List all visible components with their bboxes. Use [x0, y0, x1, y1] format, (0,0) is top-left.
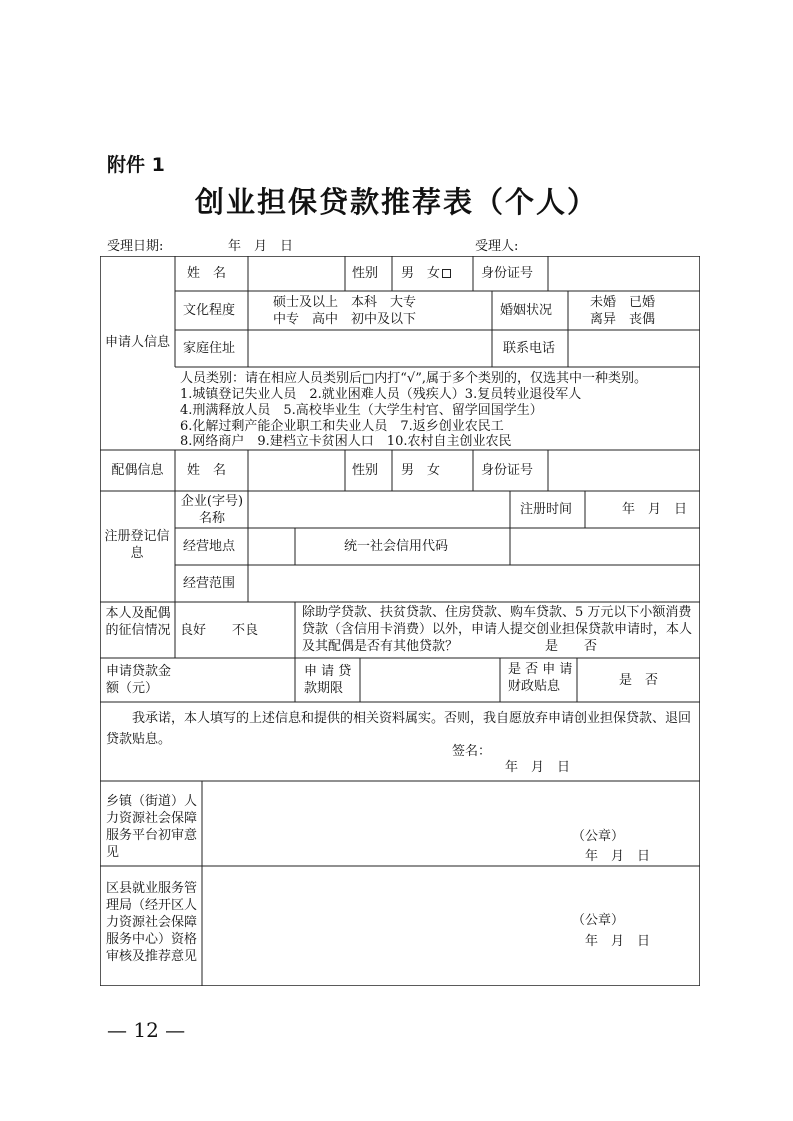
- application-form-table: [100, 256, 700, 986]
- category-line-3[interactable]: 4.刑满释放人员 5.高校毕业生（大学生村官、留学回国学生）: [180, 403, 543, 418]
- education-options-line2[interactable]: 中专 高中 初中及以下: [273, 312, 417, 327]
- spouse-name-label: 姓 名: [187, 463, 227, 478]
- subsidy-options[interactable]: 是 否: [618, 673, 658, 688]
- annex-label: 附件 1: [107, 154, 165, 176]
- company-name-label: 企业(字号)名称: [180, 494, 244, 526]
- page-number: — 12 —: [107, 1018, 186, 1042]
- pledge-text: 我承诺，本人填写的上述信息和提供的相关资料属实。否则，我自愿放弃申请创业担保贷款、退回贷款贴息。: [106, 711, 692, 747]
- applicant-gender-options[interactable]: [401, 265, 451, 282]
- reg-time-label: 注册时间: [520, 502, 573, 517]
- credit-code-label: 统一社会信用代码: [344, 539, 449, 554]
- review1-label: 乡镇（街道）人力资源社会保障服务平台初审意见: [106, 794, 198, 860]
- credit-question: 除助学贷款、扶贫贷款、住房贷款、购车贷款、5 万元以下小额消费贷款（含信用卡消费）以外，申请人提交创业担保贷款申请时，本人及其配偶是否有其他贷款？: [302, 605, 693, 654]
- spouse-gender-label: 性别: [352, 463, 379, 478]
- category-line-5[interactable]: 8.网络商户 9.建档立卡贫困人口 10.农村自主创业农民: [180, 434, 512, 449]
- marital-label: 婚姻状况: [500, 303, 553, 318]
- phone-label: 联系电话: [503, 341, 556, 356]
- category-line-1: 人员类别：请在相应人员类别后□内打“√”,属于多个类别的，仅选其中一种类别。: [180, 371, 647, 386]
- business-address-label: 经营地点: [183, 539, 236, 554]
- education-options-line1[interactable]: 硕士及以上 本科 大专: [273, 295, 417, 310]
- review2-label: 区县就业服务管理局（经开区人力资源社会保障服务中心）资格审核及推荐意见: [106, 881, 198, 964]
- loan-term-label: 申 请 贷款期限: [304, 664, 352, 696]
- category-line-4[interactable]: 6.化解过剩产能企业职工和失业人员 7.返乡创业农民工: [180, 419, 504, 434]
- gender-options-text: 男 女: [401, 266, 441, 281]
- applicant-gender-label: 性别: [352, 266, 379, 281]
- marital-options-line2[interactable]: 离异 丧偶: [590, 312, 656, 327]
- applicant-name-label: 姓 名: [187, 266, 227, 281]
- spouse-section-label: 配偶信息: [111, 463, 164, 478]
- applicant-id-label: 身份证号: [481, 266, 534, 281]
- address-label: 家庭住址: [183, 341, 236, 356]
- signature-label: 签名：: [452, 744, 492, 759]
- spouse-id-label: 身份证号: [481, 463, 534, 478]
- category-line-2[interactable]: 1.城镇登记失业人员 2.就业困难人员（残疾人）3.复员转业退役军人: [180, 387, 582, 402]
- accept-date-label: 受理日期:: [107, 239, 164, 254]
- review2-date: 年 月 日: [585, 934, 651, 949]
- reg-time-ymd: 年 月 日: [622, 502, 688, 517]
- applicant-section-label: 申请人信息: [104, 335, 170, 350]
- spouse-gender-options[interactable]: 男 女: [401, 463, 441, 478]
- review1-date: 年 月 日: [585, 849, 651, 864]
- pledge-date: 年 月 日: [505, 760, 571, 775]
- form-title: 创业担保贷款推荐表（个人）: [194, 185, 598, 219]
- credit-section-label: 本人及配偶的征信情况: [105, 606, 171, 638]
- credit-answer[interactable]: 是 否: [545, 639, 598, 654]
- acceptor-label: 受理人:: [475, 239, 519, 254]
- registration-section-label: 注册登记信息: [104, 529, 170, 561]
- education-label: 文化程度: [183, 303, 236, 318]
- review2-seal: （公章）: [572, 913, 625, 928]
- marital-options-line1[interactable]: 未婚 已婚: [590, 295, 656, 310]
- gender-checkbox[interactable]: [442, 269, 451, 278]
- subsidy-label: 是 否 申 请财政贴息: [508, 662, 573, 694]
- business-scope-label: 经营范围: [183, 576, 236, 591]
- credit-options[interactable]: 良好 不良: [180, 623, 259, 638]
- loan-amount-label: 申请贷款金额（元）: [106, 664, 172, 696]
- accept-date-ymd: 年 月 日: [228, 239, 294, 254]
- review1-seal: （公章）: [572, 829, 625, 844]
